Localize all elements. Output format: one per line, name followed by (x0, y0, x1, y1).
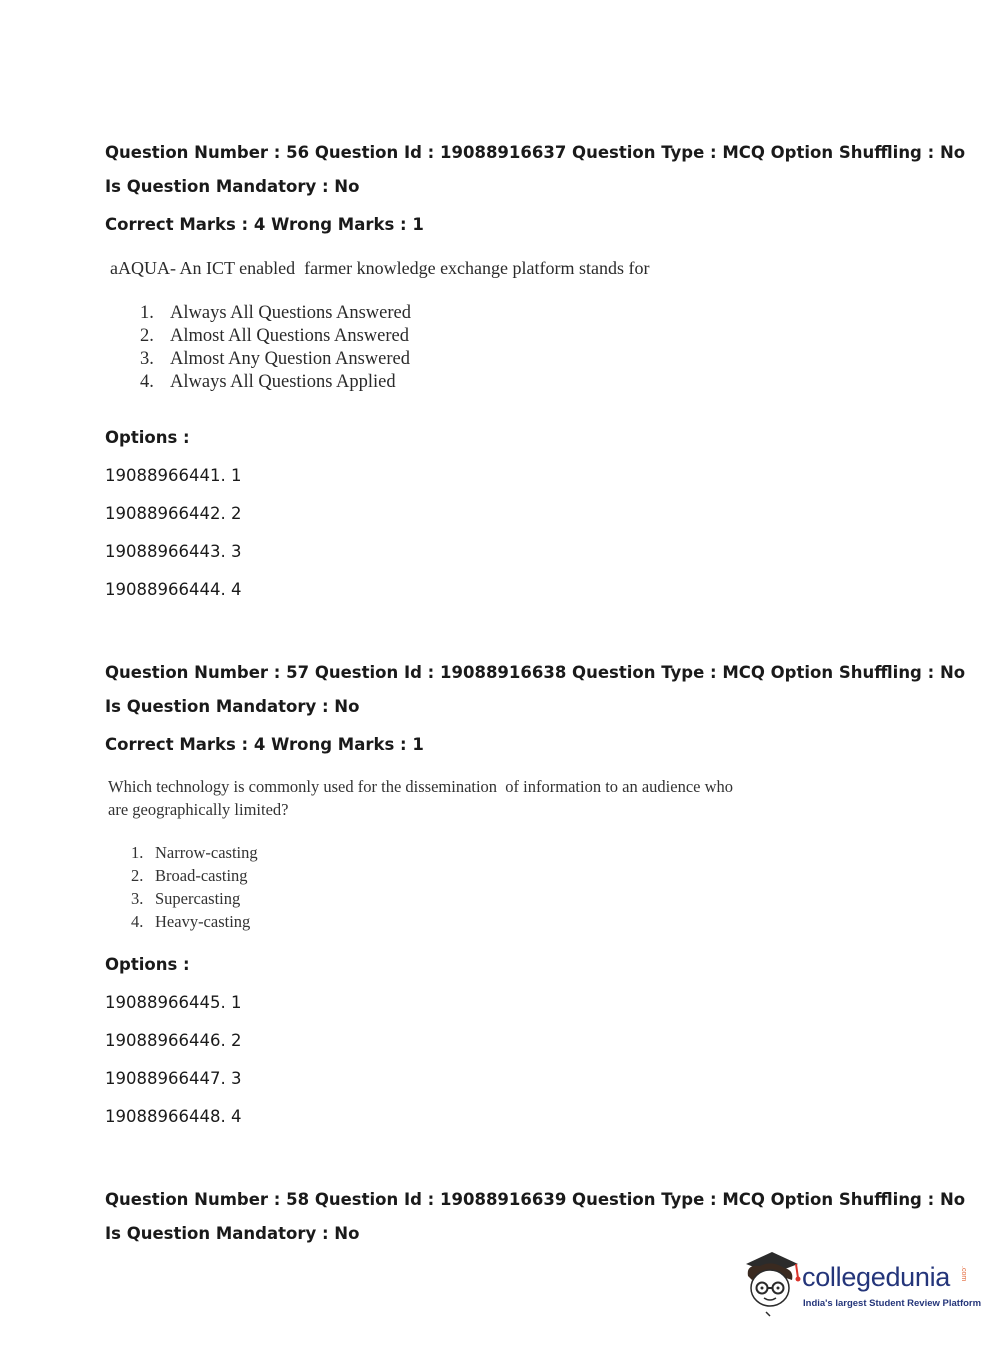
question-56-option-1: 19088966441. 1 (105, 466, 242, 485)
question-56-option-2: 19088966442. 2 (105, 504, 242, 523)
question-57-choice-3: 3. Supercasting (131, 889, 241, 908)
question-56-option-4: 19088966444. 4 (105, 580, 242, 599)
logo-tagline: India's largest Student Review Platform (803, 1298, 982, 1309)
logo-wordmark: collegedunia (802, 1262, 951, 1292)
question-58-header: Question Number : 58 Question Id : 19088916639 Question Type : MCQ Option Shuffling : No (105, 1190, 966, 1209)
question-57-choice-4: 4. Heavy-casting (131, 912, 251, 931)
question-57-choice-1: 1. Narrow-casting (131, 843, 258, 862)
question-56-choice-2: 2. Almost All Questions Answered (140, 326, 409, 346)
question-57-marks: Correct Marks : 4 Wrong Marks : 1 (105, 735, 424, 754)
mascot-icon (740, 1248, 802, 1320)
question-56-mandatory: Is Question Mandatory : No (105, 177, 360, 196)
question-57-mandatory: Is Question Mandatory : No (105, 697, 360, 716)
question-56-choice-3: 3. Almost Any Question Answered (140, 349, 410, 369)
question-57-header: Question Number : 57 Question Id : 19088916638 Question Type : MCQ Option Shuffling : No (105, 663, 966, 682)
question-57-option-1: 19088966445. 1 (105, 993, 242, 1012)
question-57-option-2: 19088966446. 2 (105, 1031, 242, 1050)
question-56-choice-1: 1. Always All Questions Answered (140, 303, 411, 323)
collegedunia-logo (740, 1248, 982, 1318)
question-57-stem-line-2: are geographically limited? (108, 800, 289, 819)
question-57-choice-2: 2. Broad-casting (131, 866, 248, 885)
question-56-marks: Correct Marks : 4 Wrong Marks : 1 (105, 215, 424, 234)
question-56-stem: aAQUA- An ICT enabled farmer knowledge exchange platform stands for (110, 258, 650, 278)
question-57-option-4: 19088966448. 4 (105, 1107, 242, 1126)
question-56-header: Question Number : 56 Question Id : 19088916637 Question Type : MCQ Option Shuffling : No (105, 143, 966, 162)
question-57-options-label: Options : (105, 955, 190, 974)
question-58-mandatory: Is Question Mandatory : No (105, 1224, 360, 1243)
logo-suffix: .com (960, 1266, 967, 1282)
question-56-choice-4: 4. Always All Questions Applied (140, 372, 396, 392)
question-57-option-3: 19088966447. 3 (105, 1069, 242, 1088)
question-56-option-3: 19088966443. 3 (105, 542, 242, 561)
question-56-options-label: Options : (105, 428, 190, 447)
question-57-stem-line-1: Which technology is commonly used for the dissemination of information to an audience who (108, 777, 734, 796)
